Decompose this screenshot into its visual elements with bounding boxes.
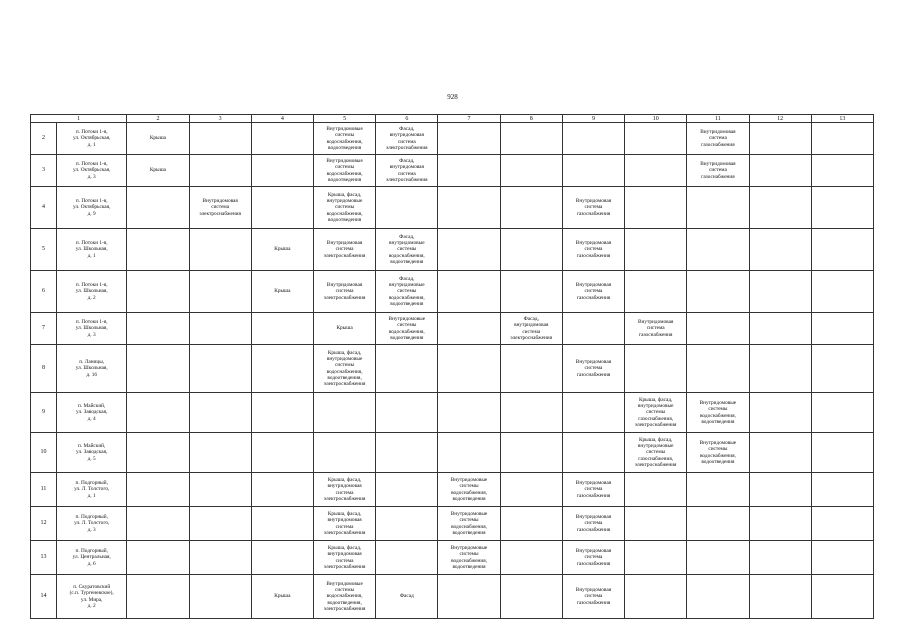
column-header: 2 [127,115,189,123]
work-cell [127,345,189,393]
work-cell [687,229,749,271]
work-cell [562,123,624,155]
address-cell: п. Потоки 1-я, ул. Октябрьская, д. 9 [57,187,127,229]
work-cell [562,393,624,433]
work-cell [251,155,313,187]
work-cell: Внутридомовая система газоснабжения [562,507,624,541]
row-number: 3 [31,155,57,187]
work-cell [189,575,251,619]
work-cell [376,393,438,433]
row-number: 13 [31,541,57,575]
table-row [31,229,874,271]
work-cell [749,345,811,393]
work-cell [189,345,251,393]
work-cell [625,229,687,271]
work-cell [687,187,749,229]
address-cell: п. Майский, ул. Заводская, д. 4 [57,393,127,433]
work-cell [687,313,749,345]
work-cell [500,345,562,393]
work-cell [500,575,562,619]
work-cell: Внутридомовая система газоснабжения [562,473,624,507]
work-cell [500,271,562,313]
work-cell [749,229,811,271]
work-cell: Внутридомовая система электроснабжения [313,271,375,313]
work-cell [625,473,687,507]
column-header: 12 [749,115,811,123]
work-cell [438,575,500,619]
work-cell [749,187,811,229]
work-cell: Внутридомовая система газоснабжения [562,271,624,313]
work-cell [687,575,749,619]
table-row [31,271,874,313]
column-header: 3 [189,115,251,123]
work-cell [189,271,251,313]
work-cell [625,575,687,619]
work-cell: Фасад [376,575,438,619]
work-cell [749,575,811,619]
work-cell [811,155,873,187]
work-cell [749,123,811,155]
work-cell [251,187,313,229]
work-cell [313,393,375,433]
work-cell [438,345,500,393]
work-cell [500,123,562,155]
work-cell [189,507,251,541]
work-cell [127,541,189,575]
work-cell [500,507,562,541]
work-cell [189,541,251,575]
work-cell [749,541,811,575]
address-cell: п. Майский, ул. Заводская, д. 5 [57,433,127,473]
work-cell [251,541,313,575]
work-cell [811,473,873,507]
work-cell [127,271,189,313]
work-cell [687,541,749,575]
work-cell [376,541,438,575]
work-cell [127,433,189,473]
row-number: 11 [31,473,57,507]
row-number: 4 [31,187,57,229]
work-cell: Внутридомовая система газоснабжения [687,155,749,187]
work-cell [687,271,749,313]
work-cell [313,433,375,473]
work-cell: Крыша [313,313,375,345]
work-cell [500,155,562,187]
work-cell [376,507,438,541]
work-cell [625,507,687,541]
column-header: 9 [562,115,624,123]
row-number: 9 [31,393,57,433]
table-header-row [31,115,874,123]
work-cell: Крыша, фасад, внутридомовые системы водоснабжения, водоотведения, электроснабжения [313,345,375,393]
work-cell: Внутридомовая система электроснабжения [313,229,375,271]
work-cell [749,433,811,473]
work-cell [562,433,624,473]
work-cell: Внутридомовая система газоснабжения [562,345,624,393]
work-cell [687,473,749,507]
work-cell [189,393,251,433]
row-number: 14 [31,575,57,619]
work-cell [811,393,873,433]
row-number: 2 [31,123,57,155]
work-cell: Внутридомовые системы водоснабжения, водоотведения, электроснабжения [313,575,375,619]
work-cell [625,123,687,155]
row-number: 5 [31,229,57,271]
row-number: 6 [31,271,57,313]
work-cell [625,541,687,575]
work-cell [625,345,687,393]
work-cell [127,393,189,433]
work-cell [562,313,624,345]
table-row [31,393,874,433]
work-cell [251,313,313,345]
table-row [31,123,874,155]
work-cell: Крыша, фасад, внутридомовые системы газоснабжения, электроснабжения [625,393,687,433]
table-row [31,507,874,541]
table-row [31,473,874,507]
work-cell: Крыша [127,123,189,155]
work-cell: Внутридомовая система газоснабжения [562,229,624,271]
work-cell: Крыша, фасад, внутридомовая система электроснабжения [313,541,375,575]
work-cell [811,345,873,393]
work-cell [811,541,873,575]
work-cell [376,433,438,473]
work-cell: Внутридомовые системы водоснабжения, водоотведения [438,473,500,507]
column-header: 11 [687,115,749,123]
column-header: 13 [811,115,873,123]
work-cell: Крыша [127,155,189,187]
work-cell [811,507,873,541]
work-cell [811,229,873,271]
work-cell [500,541,562,575]
column-header: 10 [625,115,687,123]
work-cell [500,187,562,229]
work-cell [189,123,251,155]
work-cell [749,393,811,433]
page-number: 928 [447,93,458,101]
work-cell [811,187,873,229]
work-cell: Крыша, фасад, внутридомовые системы газоснабжения, электроснабжения [625,433,687,473]
work-cell [811,313,873,345]
work-cell: Фасад, внутридомовая система электроснабжения [376,155,438,187]
work-cell: Внутридомовая система газоснабжения [687,123,749,155]
table-row [31,155,874,187]
work-cell: Внутридомовая система газоснабжения [625,313,687,345]
work-cell: Внутридомовые системы водоснабжения, водоотведения [687,393,749,433]
work-cell [189,155,251,187]
row-number: 12 [31,507,57,541]
work-cell [625,271,687,313]
row-number: 7 [31,313,57,345]
work-cell [251,123,313,155]
table-row [31,541,874,575]
work-cell [376,345,438,393]
work-cell: Внутридомовая система газоснабжения [562,575,624,619]
work-cell [500,229,562,271]
table-row [31,313,874,345]
table-row [31,433,874,473]
column-header: 8 [500,115,562,123]
work-cell [251,345,313,393]
work-cell [127,229,189,271]
column-header: 1 [31,115,127,123]
address-cell: п. Потоки 1-я, ул. Школьная, д. 2 [57,271,127,313]
address-cell: п. Потоки 1-я, ул. Октябрьская, д. 3 [57,155,127,187]
work-cell [687,507,749,541]
table-row [31,187,874,229]
work-cell [438,123,500,155]
work-cell: Фасад, внутридомовые системы водоснабжения, водоотведения [376,271,438,313]
table-row [31,345,874,393]
work-cell [251,473,313,507]
work-cell [811,123,873,155]
work-cell [438,229,500,271]
address-cell: п. Скуратовский (с.п. Тургеневское), ул. Мира, д. 2 [57,575,127,619]
work-cell: Внутридомовые системы водоснабжения, водоотведения [438,541,500,575]
work-cell: Фасад, внутридомовые системы водоснабжения, водоотведения [376,229,438,271]
work-cell [811,433,873,473]
work-cell [749,271,811,313]
work-cell: Внутридомовые системы водоснабжения, водоотведения [376,313,438,345]
work-cell [189,473,251,507]
repair-schedule-table [30,114,874,619]
row-number: 8 [31,345,57,393]
table-row [31,575,874,619]
work-cell [251,507,313,541]
work-cell [438,313,500,345]
work-cell: Крыша, фасад, внутридомовая система электроснабжения [313,473,375,507]
work-cell [127,575,189,619]
work-cell [811,271,873,313]
work-cell [687,345,749,393]
work-cell: Фасад, внутридомовая система электроснабжения [376,123,438,155]
work-cell [251,433,313,473]
work-cell [749,313,811,345]
work-cell [189,229,251,271]
address-cell: п. Подгорный, ул. Л. Толстого, д. 1 [57,473,127,507]
work-cell: Внутридомовая система газоснабжения [562,541,624,575]
work-cell [189,433,251,473]
work-cell: Крыша [251,229,313,271]
work-cell [500,433,562,473]
address-cell: п. Ланицы, ул. Школьная, д. 16 [57,345,127,393]
column-header: 5 [313,115,375,123]
address-cell: п. Потоки 1-я, ул. Школьная, д. 1 [57,229,127,271]
work-cell [562,155,624,187]
work-cell [438,155,500,187]
column-header: 4 [251,115,313,123]
work-cell [500,393,562,433]
row-number: 10 [31,433,57,473]
work-cell: Крыша [251,271,313,313]
address-cell: п. Подгорный, ул. Л. Толстого, д. 3 [57,507,127,541]
work-cell [438,271,500,313]
work-cell [127,473,189,507]
work-cell: Крыша, фасад, внутридомовая система электроснабжения [313,507,375,541]
work-cell [749,473,811,507]
work-cell [625,155,687,187]
work-cell [749,155,811,187]
work-cell [749,507,811,541]
work-cell [438,187,500,229]
work-cell [376,187,438,229]
work-cell [500,473,562,507]
column-header: 6 [376,115,438,123]
work-cell [811,575,873,619]
work-cell: Внутридомовая система электроснабжения [189,187,251,229]
column-header: 7 [438,115,500,123]
work-cell: Крыша, фасад, внутридомовые системы водоснабжения, водоотведения [313,187,375,229]
work-cell: Внутридомовые системы водоснабжения, водоотведения [438,507,500,541]
address-cell: п. Потоки 1-я, ул. Школьная, д. 3 [57,313,127,345]
work-cell [438,393,500,433]
work-cell [189,313,251,345]
address-cell: п. Подгорный, ул. Центральная, д. 6 [57,541,127,575]
work-cell [127,187,189,229]
work-cell [127,507,189,541]
work-cell: Внутридомовые системы водоснабжения, водоотведения [687,433,749,473]
address-cell: п. Потоки 1-я, ул. Октябрьская, д. 1 [57,123,127,155]
work-cell: Внутридомовая система газоснабжения [562,187,624,229]
work-cell [625,187,687,229]
work-cell [251,393,313,433]
work-cell [127,313,189,345]
work-cell: Внутридомовые системы водоснабжения, водоотведения [313,123,375,155]
work-cell: Внутридомовые системы водоснабжения, водоотведения [313,155,375,187]
work-cell: Крыша [251,575,313,619]
work-cell [438,433,500,473]
work-cell: Фасад, внутридомовая система электроснабжения [500,313,562,345]
work-cell [376,473,438,507]
